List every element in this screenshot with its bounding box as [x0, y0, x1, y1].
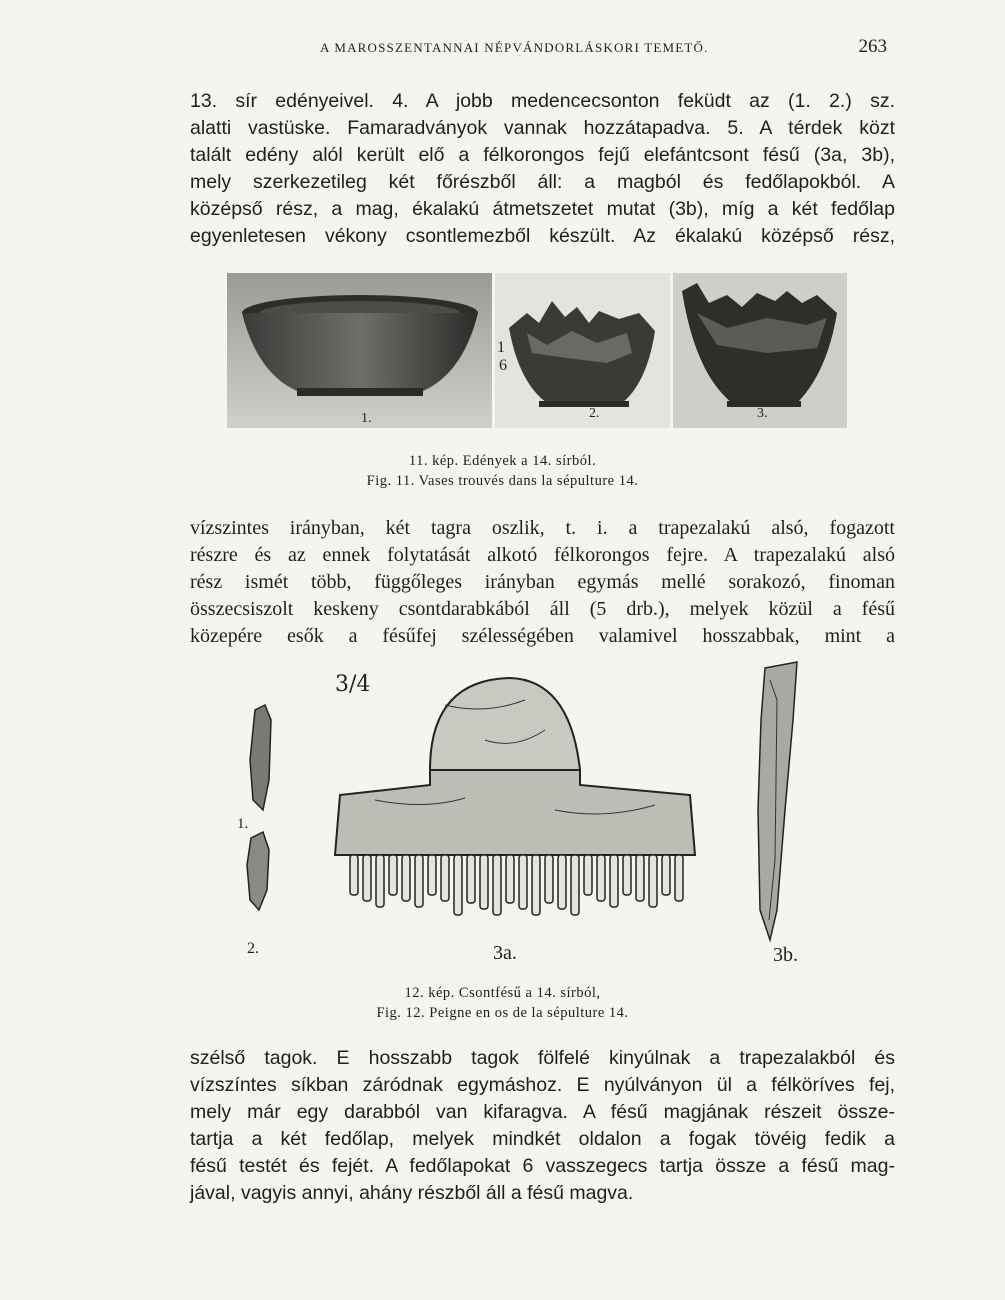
comb-tooth: [675, 855, 683, 901]
comb-tooth: [558, 855, 566, 909]
vessels-photo-illustration: [227, 273, 847, 428]
comb-tooth: [519, 855, 527, 909]
figure-11-caption-hu: 11. kép. Edények a 14. sírból.: [408, 453, 597, 469]
text-line: rész ismét több, függőleges irányban egymás mellé sorakozó, finoman: [190, 571, 895, 593]
comb-label-1: 1.: [237, 816, 249, 832]
figure-12-comb-drawing: [225, 660, 825, 970]
figure-11-caption-fr: Fig. 11. Vases trouvés dans la sépulture 14.: [366, 473, 639, 489]
text-line: 13. sír edényeivel. 4. A jobb medencecsonton feküdt az (1. 2.) sz.: [190, 90, 895, 112]
text-line: egyenletesen vékony csontlemezből készült. Az ékalakú középső rész,: [190, 225, 895, 247]
comb-tooth: [532, 855, 540, 915]
comb-label-3a: 3a.: [493, 942, 517, 964]
comb-tooth: [584, 855, 592, 895]
text-line: részre és az ennek folytatását alkotó félkorongos fejre. A trapezalakú alsó: [190, 544, 895, 566]
photo-mark-1: 1: [497, 339, 505, 356]
paragraph-3: [190, 1045, 895, 1207]
comb-tooth: [623, 855, 631, 895]
figure-12-caption-fr: Fig. 12. Peigne en os de la sépulture 14.: [376, 1005, 629, 1021]
vessel-label-2: 2.: [589, 406, 600, 421]
comb-tooth: [545, 855, 553, 903]
comb-tooth: [610, 855, 618, 907]
comb-label-3b: 3b.: [773, 944, 798, 966]
page-header: [185, 36, 895, 62]
text-line: jával, vagyis annyi, ahány részből áll a fésű magva.: [190, 1182, 634, 1204]
text-line: talált edény alól került elő a félkorongos fejű elefántcsont fésű (3a, 3b),: [190, 144, 895, 166]
figure-12-caption-hu: 12. kép. Csontfésű a 14. sírból,: [404, 985, 601, 1001]
text-line: mely szerkezetileg két főrészből áll: a magból és fedőlapokból. A: [190, 171, 895, 193]
comb-tooth: [415, 855, 423, 907]
comb-tooth: [636, 855, 644, 901]
comb-tooth: [402, 855, 410, 901]
text-line: összecsiszolt keskeny csontdarabkából áll (5 drb.), melyek közül a fésű: [190, 598, 895, 620]
text-line: vízszíntes síkban záródnak egymáshoz. E nyúlványon ül a félköríves fej,: [190, 1074, 895, 1096]
comb-tooth: [571, 855, 579, 915]
comb-tooth: [506, 855, 514, 903]
text-line: szélső tagok. E hosszabb tagok fölfelé kinyúlnak a trapezalakból és: [190, 1047, 895, 1069]
comb-tooth: [389, 855, 397, 895]
text-line: tartja a két fedőlap, melyek mindkét oldalon a fogak tövéig fedik a: [190, 1128, 895, 1150]
text-line: közepére esők a fésűfej szélességében valamivel hosszabbak, mint a: [190, 625, 895, 647]
text-line: vízszintes irányban, két tagra oszlik, t. i. a trapezalakú alsó, fogazott: [190, 517, 895, 539]
text-line: alatti vastüske. Famaradványok vannak hozzátapadva. 5. A térdek közt: [190, 117, 895, 139]
comb-tooth: [376, 855, 384, 907]
comb-tooth: [662, 855, 670, 895]
comb-tooth: [350, 855, 358, 895]
paragraph-1: [190, 88, 895, 250]
comb-tooth: [493, 855, 501, 915]
comb-label-2: 2.: [247, 940, 259, 957]
comb-tooth: [441, 855, 449, 901]
comb-tooth: [467, 855, 475, 903]
text-line: középső rész, a mag, ékalakú átmetszetet mutat (3b), míg a két fedőlap: [190, 198, 895, 220]
comb-tooth: [649, 855, 657, 907]
text-line: fésű testét és fejét. A fedőlapokat 6 vasszegecs tartja össze a fésű mag-: [190, 1155, 895, 1177]
comb-illustration: [225, 660, 825, 970]
comb-tooth: [597, 855, 605, 901]
figure-scale: 3/4: [335, 672, 371, 697]
vessel-label-1: 1.: [361, 411, 372, 426]
paragraph-2: [190, 515, 895, 650]
page-number: 263: [858, 36, 887, 57]
running-title: A MAROSSZENTANNAI NÉPVÁNDORLÁSKORI TEMETŐ.: [320, 40, 709, 55]
comb-tooth: [454, 855, 462, 915]
comb-tooth: [428, 855, 436, 895]
photo-mark-6: 6: [499, 357, 507, 374]
comb-tooth: [363, 855, 371, 901]
text-line: mely már egy darabból van kifaragva. A fésű magjának részeit össze-: [190, 1101, 895, 1123]
comb-tooth: [480, 855, 488, 909]
vessel-label-3: 3.: [757, 406, 768, 421]
figure-11-vessels-photo: [227, 273, 847, 428]
